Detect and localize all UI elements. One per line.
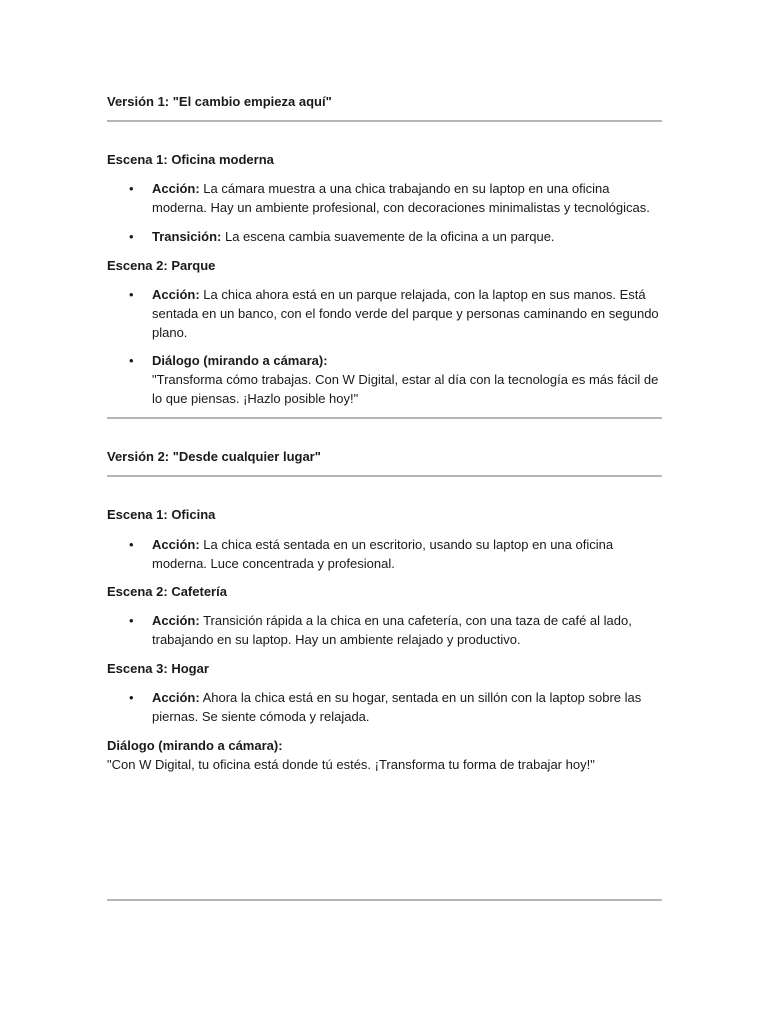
dialog-block: [107, 736, 662, 774]
list-item: [107, 611, 662, 649]
scene-heading: Escena 2: Cafetería: [107, 584, 227, 599]
scene-heading: Escena 2: Parque: [107, 258, 216, 273]
item-label: Acción:: [152, 181, 200, 196]
bullet-icon: •: [129, 690, 134, 705]
version-2-title: Versión 2: "Desde cualquier lugar": [107, 449, 321, 464]
item-label: Diálogo (mirando a cámara):: [152, 353, 328, 368]
item-text: Transición rápida a la chica en una cafetería, con una taza de café al lado, trabajando en su laptop. Hay un ambiente relajado y productivo.: [152, 613, 632, 647]
item-text: "Transforma cómo trabajas. Con W Digital, estar al día con la tecnología es más fácil de lo que piensas. ¡Hazlo posible hoy!": [152, 372, 659, 406]
list-item: [107, 688, 662, 726]
bullet-icon: •: [129, 287, 134, 302]
divider: [107, 417, 662, 419]
bullet-icon: •: [129, 181, 134, 196]
bullet-icon: •: [129, 613, 134, 628]
dialog-label: Diálogo (mirando a cámara):: [107, 738, 283, 753]
bullet-icon: •: [129, 537, 134, 552]
item-text: La escena cambia suavemente de la oficina a un parque.: [224, 229, 555, 244]
item-label: Acción:: [152, 690, 200, 705]
divider: [107, 475, 662, 477]
item-label: Acción:: [152, 537, 200, 552]
item-text: Ahora la chica está en su hogar, sentada en un sillón con la laptop sobre las piernas. Se siente cómoda y relajada.: [152, 690, 642, 724]
scene-heading: Escena 3: Hogar: [107, 661, 209, 676]
dialog-text: "Con W Digital, tu oficina está donde tú estés. ¡Transforma tu forma de trabajar hoy!": [107, 757, 595, 772]
item-label: Transición:: [152, 229, 222, 244]
scene-heading: Escena 1: Oficina: [107, 507, 216, 522]
list-item: [107, 227, 662, 246]
version-1-title: Versión 1: "El cambio empieza aquí": [107, 94, 332, 109]
item-label: Acción:: [152, 613, 200, 628]
list-item: [107, 535, 662, 573]
list-item: [107, 179, 662, 217]
bullet-icon: •: [129, 353, 134, 368]
scene-heading: Escena 1: Oficina moderna: [107, 152, 274, 167]
item-text: La chica ahora está en un parque relajada, con la laptop en sus manos. Está sentada en un banco, con el fondo verde del parque y personas caminando en segundo plano.: [152, 287, 659, 340]
divider: [107, 899, 662, 901]
item-text: La cámara muestra a una chica trabajando en su laptop en una oficina moderna. Hay un ambiente profesional, con decoraciones minimalistas y tecnológicas.: [152, 181, 650, 215]
list-item: [107, 351, 662, 408]
item-label: Acción:: [152, 287, 200, 302]
bullet-icon: •: [129, 229, 134, 244]
list-item: [107, 285, 662, 342]
divider: [107, 120, 662, 122]
item-text: La chica está sentada en un escritorio, usando su laptop en una oficina moderna. Luce concentrada y profesional.: [152, 537, 614, 571]
